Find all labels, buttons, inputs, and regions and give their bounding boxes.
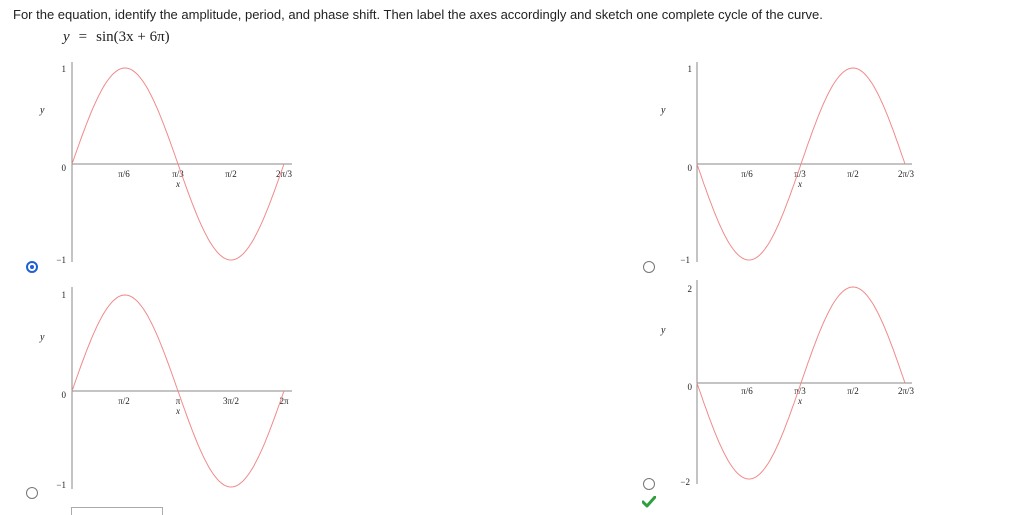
y-tick-zero: 0: [687, 163, 692, 173]
radio-option-c[interactable]: [26, 487, 38, 499]
question-instruction: For the equation, identify the amplitude, period, and phase shift. Then label the axes accordingly and sketch one complete cycle of the curve.: [13, 7, 823, 22]
x-tick: π/3: [794, 169, 806, 179]
y-tick-top: 1: [687, 64, 692, 74]
x-tick: 2π/3: [275, 169, 293, 179]
x-tick: 2π: [279, 396, 289, 406]
radio-option-a[interactable]: [26, 261, 38, 273]
y-tick-zero: 0: [61, 163, 66, 173]
x-tick: π/6: [118, 169, 130, 179]
y-axis-label: y: [661, 105, 666, 116]
y-tick-bottom: −1: [680, 255, 690, 265]
y-axis-label: y: [40, 105, 45, 116]
equation-equals: =: [78, 29, 88, 45]
x-tick: π/6: [741, 169, 753, 179]
radio-option-d[interactable]: [643, 478, 655, 490]
x-tick: 3π/2: [222, 396, 240, 406]
x-tick: 2π/3: [897, 169, 915, 179]
y-tick-top: 1: [61, 64, 66, 74]
y-tick-top: 2: [687, 284, 692, 294]
radio-option-b[interactable]: [643, 261, 655, 273]
x-tick: π/2: [118, 396, 130, 406]
y-tick-bottom: −1: [56, 255, 66, 265]
y-axis-label: y: [40, 332, 45, 343]
x-tick: π/2: [225, 169, 237, 179]
x-tick: π: [175, 396, 181, 406]
equation-lhs: y: [63, 29, 70, 45]
x-tick: π/2: [847, 386, 859, 396]
x-axis-label: x: [798, 396, 802, 406]
x-tick: 2π/3: [897, 386, 915, 396]
x-axis-label: x: [176, 406, 180, 416]
x-axis-label: x: [798, 179, 802, 189]
y-tick-bottom: −1: [56, 480, 66, 490]
y-tick-top: 1: [61, 290, 66, 300]
checkmark-icon: [642, 496, 656, 508]
x-tick: π/3: [172, 169, 184, 179]
y-tick-zero: 0: [61, 390, 66, 400]
x-tick: π/2: [847, 169, 859, 179]
x-tick: π/3: [794, 386, 806, 396]
x-axis-label: x: [176, 179, 180, 189]
equation-rhs: sin(3x + 6π): [96, 29, 170, 45]
y-tick-zero: 0: [687, 382, 692, 392]
x-tick: π/6: [741, 386, 753, 396]
y-axis-label: y: [661, 325, 666, 336]
y-tick-bottom: −2: [680, 477, 690, 487]
answer-box-edge: [71, 507, 163, 515]
